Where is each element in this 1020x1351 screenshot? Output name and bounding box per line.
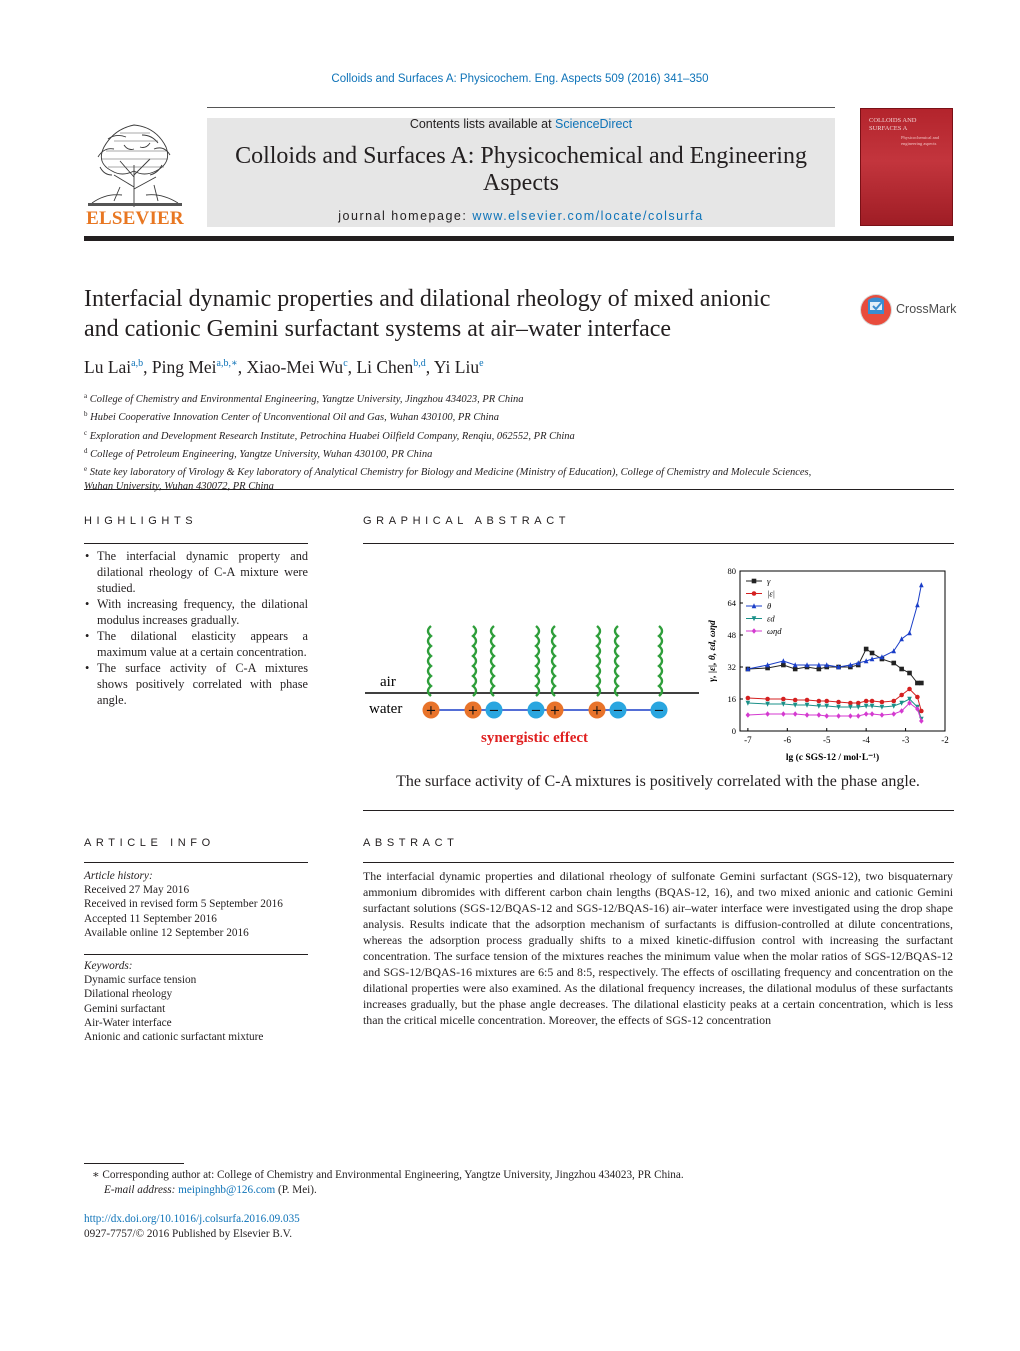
data-point <box>899 693 904 698</box>
article-history <box>84 869 283 940</box>
affiliation-key: b <box>84 410 88 419</box>
charge-symbol: + <box>467 703 479 719</box>
author-name: Li Chen <box>356 357 414 377</box>
affiliation-item <box>84 407 824 425</box>
rheology-chart <box>708 566 949 763</box>
highlight-item: • The interfacial dynamic property and dilational rheology of C-A mixture were studied. <box>84 548 308 596</box>
author-list <box>84 357 484 378</box>
data-point <box>870 711 875 717</box>
series-1 <box>746 687 924 714</box>
data-point <box>817 712 822 718</box>
keywords <box>84 959 263 1044</box>
surfactant-tail <box>597 626 600 696</box>
surfactant-tail <box>552 626 555 696</box>
keyword-item: Gemini surfactant <box>84 1002 166 1015</box>
legend-label: ωηd <box>767 626 782 636</box>
data-point <box>765 697 770 702</box>
data-point <box>805 698 810 703</box>
highlight-item: • With increasing frequency, the dilational modulus increases gradually. <box>84 596 308 628</box>
author-name: Xiao-Mei Wu <box>246 357 344 377</box>
author-name: Ping Mei <box>151 357 217 377</box>
copyright-line: 0927-7757/© 2016 Published by Elsevier B.V. <box>84 1227 293 1240</box>
journal-homepage <box>207 209 835 223</box>
graphical-abstract-caption: The surface activity of C-A mixtures is positively correlated with the phase angle. <box>396 773 920 790</box>
synergistic-effect-label: synergistic effect <box>481 730 589 746</box>
data-point <box>891 711 896 717</box>
article-title: Interfacial dynamic properties and dilational rheology of mixed anionic and cationic Gemini surfactant systems at air–water interface <box>84 286 771 342</box>
data-point <box>856 701 861 706</box>
keyword-item: Air-Water interface <box>84 1016 172 1029</box>
y-tick-label: 16 <box>727 694 736 704</box>
data-point <box>817 699 822 704</box>
data-point <box>781 711 786 717</box>
data-point <box>856 713 861 719</box>
series-3 <box>746 697 924 722</box>
y-axis-label: γ, |ε|, θ, εd, ωηd <box>708 620 718 682</box>
legend-label: εd <box>767 613 775 624</box>
highlight-item: • The dilational elasticity appears a maximum value at a certain concentration. <box>84 628 308 660</box>
charge-symbol: − <box>488 703 500 719</box>
doi-block <box>84 1212 300 1241</box>
email-suffix: (P. Mei). <box>275 1183 317 1196</box>
data-point <box>824 699 829 704</box>
y-tick-label: 0 <box>731 726 736 736</box>
author-separator: , <box>143 357 152 377</box>
history-entry: Received 27 May 2016 <box>84 884 190 897</box>
x-axis-label: lg (c SGS-12 / mol·L⁻¹) <box>785 753 880 763</box>
footnote-divider <box>84 1163 184 1164</box>
affiliation-list <box>84 389 824 495</box>
corresponding-author-note <box>84 1168 954 1197</box>
keywords-divider <box>84 954 308 955</box>
data-point <box>864 711 869 717</box>
charge-symbol: − <box>530 703 542 719</box>
affiliation-key: e <box>84 465 88 474</box>
charge-symbol: + <box>549 703 561 719</box>
affiliation-key: d <box>84 446 88 455</box>
graphical-abstract-heading: GRAPHICAL ABSTRACT <box>363 515 571 527</box>
history-entry: Received in revised form 5 September 2016 <box>84 898 283 911</box>
email-link[interactable]: meipinghb@126.com <box>178 1183 276 1196</box>
abstract-text: The interfacial dynamic properties and dilational rheology of sulfonate Gemini surfactant (SGS-12), two bisquaternary ammonium dibromides with different carbon chain lengths (BQAS-12, 16), and two mixed anionic and cationic Gemini surfactant solutions (SGS-12/BQAS-12 and SGS-12/BQAS-16) air–water interface were investigated using the drop shape analysis. Results indicate that the adsorption mechanism of surfactants is diffusion-controlled at dilute concentrations, whereas the adsorption process gradually shifts to a mixed kinetic-diffusion control with increasing the surfactant concentration. The surface tension of the mixtures reaches the minimum value when the molar ratios of SGS-12/BQAS-12 and SGS-12/BQAS-16 mixtures are 6:5 and 8:5, respectively. The effects of oscillating frequency and concentration on the dilational properties were also examined. As the dilational frequency increases, the dilational modulus of these surfactants increases gradually, but the phase angle decreases. The dilational elasticity peaks at a certain concentration, which is less than the critical micelle concentration. Moreover, the effects of SGS-12 concentration <box>363 869 953 1027</box>
surfactant-tail <box>428 626 431 696</box>
author-affiliation-marker[interactable]: a,b,∗ <box>216 358 238 369</box>
homepage-prefix: journal homepage: <box>338 209 473 223</box>
email-label: E-mail address: <box>104 1183 179 1196</box>
graphical-abstract-bottom-divider <box>363 810 954 811</box>
x-tick-label: -7 <box>744 735 752 745</box>
affiliation-text: College of Chemistry and Environmental Engineering, Yangtze University, Jingzhou 434023, PR China <box>89 394 524 405</box>
journal-cover-thumbnail[interactable] <box>860 108 953 226</box>
y-tick-label: 32 <box>727 662 736 672</box>
data-point <box>864 699 869 704</box>
charge-symbol: + <box>425 703 437 719</box>
data-point <box>915 681 920 686</box>
affiliation-key: a <box>84 392 88 400</box>
data-point <box>915 695 920 700</box>
x-tick-label: -3 <box>901 735 910 745</box>
keyword-item: Anionic and cationic surfactant mixture <box>84 1031 264 1044</box>
surfactant-tail <box>536 626 539 696</box>
data-point <box>836 700 841 705</box>
data-point <box>793 698 798 703</box>
data-point <box>907 687 912 692</box>
x-tick-label: -2 <box>941 735 949 745</box>
data-point <box>793 711 798 717</box>
data-point <box>915 602 920 607</box>
affiliation-key: c <box>84 428 88 437</box>
contents-prefix: Contents lists available at <box>409 117 556 131</box>
data-point <box>919 582 924 587</box>
author-separator: , <box>347 357 357 377</box>
author-name: Yi Liu <box>433 357 480 377</box>
affiliation-item <box>84 426 824 444</box>
charge-symbol: − <box>612 703 624 719</box>
data-point <box>817 667 822 672</box>
data-point <box>746 712 751 718</box>
data-point <box>765 711 770 717</box>
author-separator: , <box>237 357 247 377</box>
article-info-heading: ARTICLE INFO <box>84 837 215 849</box>
surfactant-tail <box>659 626 662 696</box>
keyword-item: Dilational rheology <box>84 988 173 1001</box>
author-affiliation-marker[interactable]: c <box>343 358 348 369</box>
highlights-divider <box>84 543 308 544</box>
data-point <box>880 700 885 705</box>
cover-subtitle: Physicochemical and engineering aspects <box>901 135 940 146</box>
data-point <box>746 696 751 701</box>
air-label: air <box>380 674 396 690</box>
charge-symbol: + <box>591 703 603 719</box>
author-affiliation-marker[interactable]: a,b <box>131 358 144 369</box>
corresponding-text: Corresponding author at: College of Chemistry and Environmental Engineering, Yangtze University, Jingzhou 434023, PR China. <box>102 1169 684 1181</box>
data-point <box>891 699 896 704</box>
data-point <box>848 713 853 719</box>
affiliation-text: College of Petroleum Engineering, Yangtze University, Wuhan 430100, PR China <box>90 448 433 460</box>
y-tick-label: 64 <box>727 598 736 608</box>
affiliation-text: Hubei Cooperative Innovation Center of Unconventional Oil and Gas, Wuhan 430100, PR China <box>90 412 499 424</box>
highlights-list <box>84 548 308 708</box>
data-point <box>899 667 904 672</box>
corresponding-mark: ∗ <box>92 1169 100 1181</box>
article-info-divider <box>84 862 308 863</box>
x-tick-label: -6 <box>783 735 792 745</box>
journal-reference[interactable]: Colloids and Surfaces A: Physicochem. Eng. Aspects 509 (2016) 341–350 <box>331 73 709 85</box>
y-tick-label: 80 <box>727 566 736 576</box>
legend-marker <box>752 628 757 634</box>
surfactant-tail <box>615 626 618 696</box>
data-point <box>919 681 924 686</box>
affiliation-item <box>84 389 824 407</box>
affiliation-item <box>84 444 824 462</box>
author-separator: , <box>425 357 434 377</box>
interface-schematic <box>365 626 699 746</box>
keywords-label: Keywords: <box>84 960 133 972</box>
water-label: water <box>369 701 403 717</box>
data-point <box>891 661 896 666</box>
data-point <box>824 713 829 719</box>
data-point <box>781 697 786 702</box>
affiliation-text: Exploration and Development Research Institute, Petrochina Huabei Oilfield Company, Renqiu, 062552, PR China <box>89 430 575 442</box>
x-tick-label: -4 <box>862 735 870 745</box>
header-rule <box>84 236 954 241</box>
history-entry: Accepted 11 September 2016 <box>84 912 217 925</box>
legend-label: θ <box>767 601 772 611</box>
doi-link[interactable]: http://dx.doi.org/10.1016/j.colsurfa.2016.09.035 <box>84 1213 300 1225</box>
history-label: Article history: <box>84 870 153 882</box>
history-entry: Available online 12 September 2016 <box>84 926 249 939</box>
highlight-item: • The surface activity of C-A mixtures shows positively correlated with phase angle. <box>84 660 308 708</box>
legend-label: γ <box>767 576 771 586</box>
crossmark-label[interactable]: CrossMark <box>896 302 957 316</box>
data-point <box>805 712 810 718</box>
highlights-heading: HIGHLIGHTS <box>84 515 198 527</box>
data-point <box>864 647 869 652</box>
elsevier-wordmark: ELSEVIER <box>86 208 184 229</box>
graphical-abstract-divider <box>363 543 954 544</box>
legend-marker <box>752 591 757 596</box>
author-affiliation-marker[interactable]: b,d <box>413 358 426 369</box>
legend-marker <box>752 579 757 584</box>
data-point <box>870 699 875 704</box>
data-point <box>781 658 786 663</box>
affiliation-text: State key laboratory of Virology & Key laboratory of Analytical Chemistry for Biology and Medicine (Ministry of Education), College of Chemistry and Molecule Sciences, Wuhan University, Wuhan 430072, PR China <box>84 467 812 493</box>
journal-title: Colloids and Surfaces A: Physicochemical and Engineering Aspects <box>235 143 807 196</box>
masthead-divider <box>207 107 835 108</box>
x-tick-label: -5 <box>822 735 831 745</box>
data-point <box>880 712 885 718</box>
author-affiliation-marker[interactable]: e <box>479 358 484 369</box>
graphical-abstract-figure <box>363 556 955 796</box>
homepage-link[interactable]: www.elsevier.com/locate/colsurfa <box>472 209 704 223</box>
data-point <box>870 651 875 656</box>
data-point <box>907 671 912 676</box>
title-divider <box>84 489 954 490</box>
abstract-heading: ABSTRACT <box>363 837 459 849</box>
surfactant-tail <box>473 626 476 696</box>
data-point <box>793 667 798 672</box>
data-point <box>899 636 904 641</box>
cover-title: COLLOIDS AND SURFACES A <box>869 117 917 132</box>
data-point <box>919 718 924 724</box>
author-name: Lu Lai <box>84 357 132 377</box>
charge-symbol: − <box>653 703 665 719</box>
data-point <box>907 630 912 635</box>
surfactant-tail <box>491 626 494 696</box>
legend-label: |ε| <box>767 588 776 599</box>
sciencedirect-link[interactable]: ScienceDirect <box>555 117 633 131</box>
data-point <box>836 713 841 719</box>
data-point <box>848 701 853 706</box>
y-tick-label: 48 <box>727 630 736 640</box>
abstract-divider <box>363 862 954 863</box>
contents-line <box>207 117 835 131</box>
keyword-item: Dynamic surface tension <box>84 974 197 987</box>
data-point <box>781 663 786 668</box>
